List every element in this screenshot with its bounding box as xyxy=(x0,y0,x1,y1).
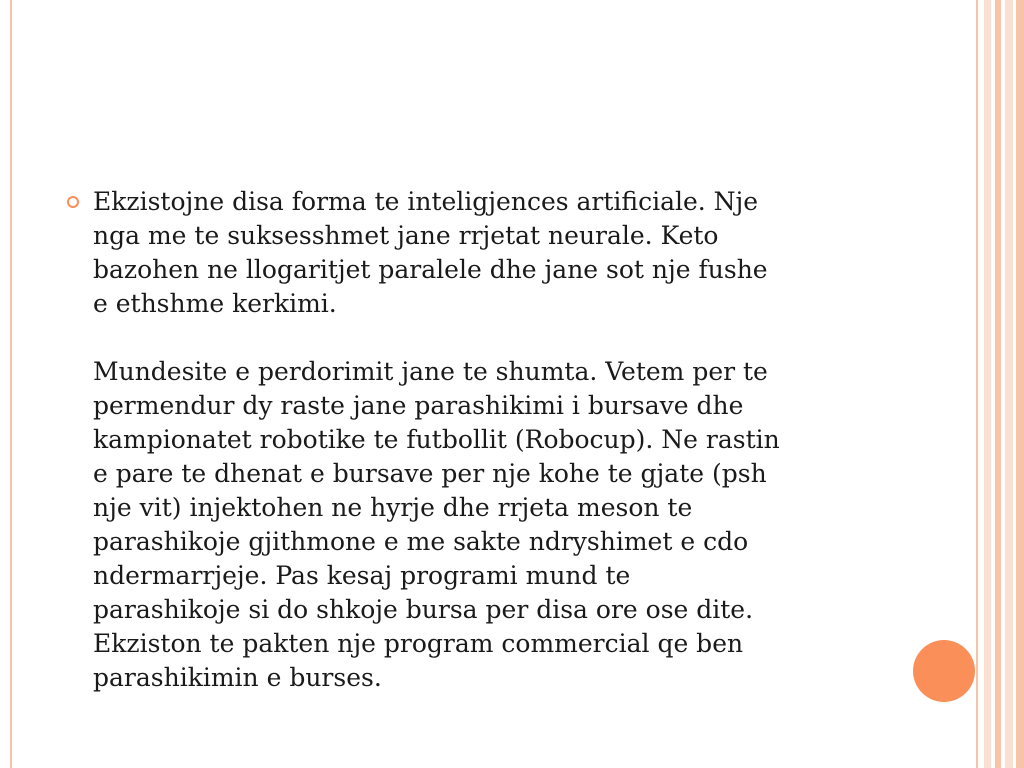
slide-body xyxy=(62,185,882,695)
right-decorative-band xyxy=(1005,0,1013,768)
left-decorative-stripe xyxy=(10,0,12,768)
paragraph-intro: Ekzistojne disa forma te inteligjences artificiale. Nje nga me te suksesshmet jane rrjetat neurale. Keto bazohen ne llogaritjet paralele dhe jane sot nje fushe e ethshme kerkimi. xyxy=(93,187,768,318)
circle-bullet-icon xyxy=(67,196,79,208)
right-decorative-band xyxy=(976,0,978,768)
right-decorative-band xyxy=(995,0,1001,768)
accent-circle-icon xyxy=(913,640,975,702)
bullet-item xyxy=(62,185,882,695)
right-decorative-band xyxy=(1016,0,1024,768)
paragraph-applications: Mundesite e perdorimit jane te shumta. Vetem per te permendur dy raste jane parashikimi i bursave dhe kampionatet robotike te futbollit (Robocup). Ne rastin e pare te dhenat e bursave per nje kohe te gjate (psh nje vit) injektohen ne hyrje dhe rrjeta meson te parashikoje gjithmone e me sakte ndryshimet e cdo ndermarrjeje. Pas kesaj programi mund te parashikoje si do shkoje bursa per disa ore ose dite. Ekziston te pakten nje program commercial qe ben parashikimin e burses. xyxy=(93,357,780,692)
right-decorative-band xyxy=(984,0,991,768)
paragraph-spacer xyxy=(93,321,882,355)
